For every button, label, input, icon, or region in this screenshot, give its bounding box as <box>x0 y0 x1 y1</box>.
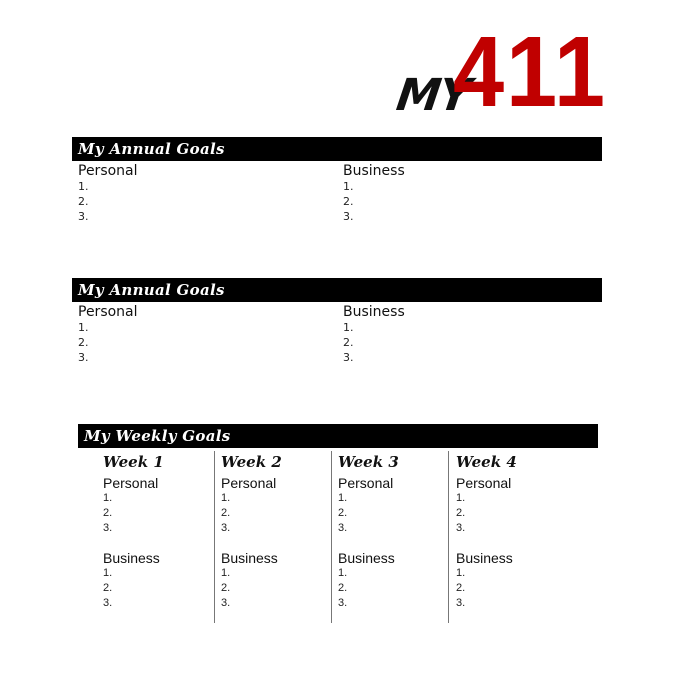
week-title: Week 1 <box>103 453 164 471</box>
personal-label: Personal <box>456 475 512 491</box>
business-label: Business <box>221 550 278 566</box>
business-label: Business <box>338 550 395 566</box>
annual-goals-business-1 <box>343 163 405 224</box>
week-personal <box>221 475 331 536</box>
list-item: 1. <box>221 492 231 504</box>
list-item: 2. <box>78 195 89 208</box>
week-business <box>456 550 567 611</box>
personal-label: Personal <box>103 475 159 491</box>
personal-label: Personal <box>78 163 138 179</box>
list-item: 2. <box>456 582 466 594</box>
annual-goals-personal-1 <box>78 163 138 224</box>
list-item: 3. <box>221 522 231 534</box>
list-item: 3. <box>343 210 354 223</box>
logo-number: 411 <box>453 16 607 128</box>
list-item: 1. <box>78 180 89 193</box>
week-personal <box>103 475 214 536</box>
week-column-4 <box>450 451 567 623</box>
list-item: 3. <box>456 522 466 534</box>
list-item: 2. <box>221 582 231 594</box>
list-item: 2. <box>103 507 113 519</box>
list-item: 1. <box>456 492 466 504</box>
list-item: 2. <box>103 582 113 594</box>
list-item: 1. <box>103 492 113 504</box>
list-item: 2. <box>456 507 466 519</box>
list-item: 2. <box>338 582 348 594</box>
annual-goals-header-1: My Annual Goals <box>72 137 602 161</box>
week-personal <box>456 475 567 536</box>
list-item: 3. <box>343 351 354 364</box>
list-item: 2. <box>338 507 348 519</box>
week-column-1 <box>98 451 215 623</box>
week-title: Week 3 <box>338 453 399 471</box>
list-item: 3. <box>78 351 89 364</box>
personal-label: Personal <box>338 475 394 491</box>
list-item: 3. <box>338 597 348 609</box>
list-item: 3. <box>103 597 113 609</box>
list-item: 2. <box>221 507 231 519</box>
list-item: 1. <box>338 567 348 579</box>
list-item: 1. <box>343 180 354 193</box>
list-item: 1. <box>456 567 466 579</box>
week-column-2 <box>215 451 332 623</box>
week-business <box>103 550 214 611</box>
list-item: 3. <box>221 597 231 609</box>
list-item: 2. <box>343 195 354 208</box>
list-item: 2. <box>343 336 354 349</box>
business-label: Business <box>343 304 405 320</box>
logo-prefix: MY <box>393 70 473 121</box>
week-business <box>338 550 448 611</box>
personal-label: Personal <box>221 475 277 491</box>
list-item: 3. <box>103 522 113 534</box>
week-title: Week 2 <box>221 453 282 471</box>
my411-logo <box>393 16 610 128</box>
list-item: 1. <box>343 321 354 334</box>
week-business <box>221 550 331 611</box>
list-item: 3. <box>78 210 89 223</box>
list-item: 2. <box>78 336 89 349</box>
list-item: 1. <box>78 321 89 334</box>
business-label: Business <box>343 163 405 179</box>
annual-goals-personal-2 <box>78 304 138 365</box>
annual-goals-header-2: My Annual Goals <box>72 278 602 302</box>
list-item: 1. <box>221 567 231 579</box>
business-label: Business <box>456 550 513 566</box>
list-item: 1. <box>338 492 348 504</box>
week-column-3 <box>332 451 449 623</box>
week-personal <box>338 475 448 536</box>
list-item: 1. <box>103 567 113 579</box>
business-label: Business <box>103 550 160 566</box>
annual-goals-business-2 <box>343 304 405 365</box>
weekly-goals-header: My Weekly Goals <box>78 424 598 448</box>
list-item: 3. <box>338 522 348 534</box>
week-title: Week 4 <box>456 453 517 471</box>
personal-label: Personal <box>78 304 138 320</box>
list-item: 3. <box>456 597 466 609</box>
